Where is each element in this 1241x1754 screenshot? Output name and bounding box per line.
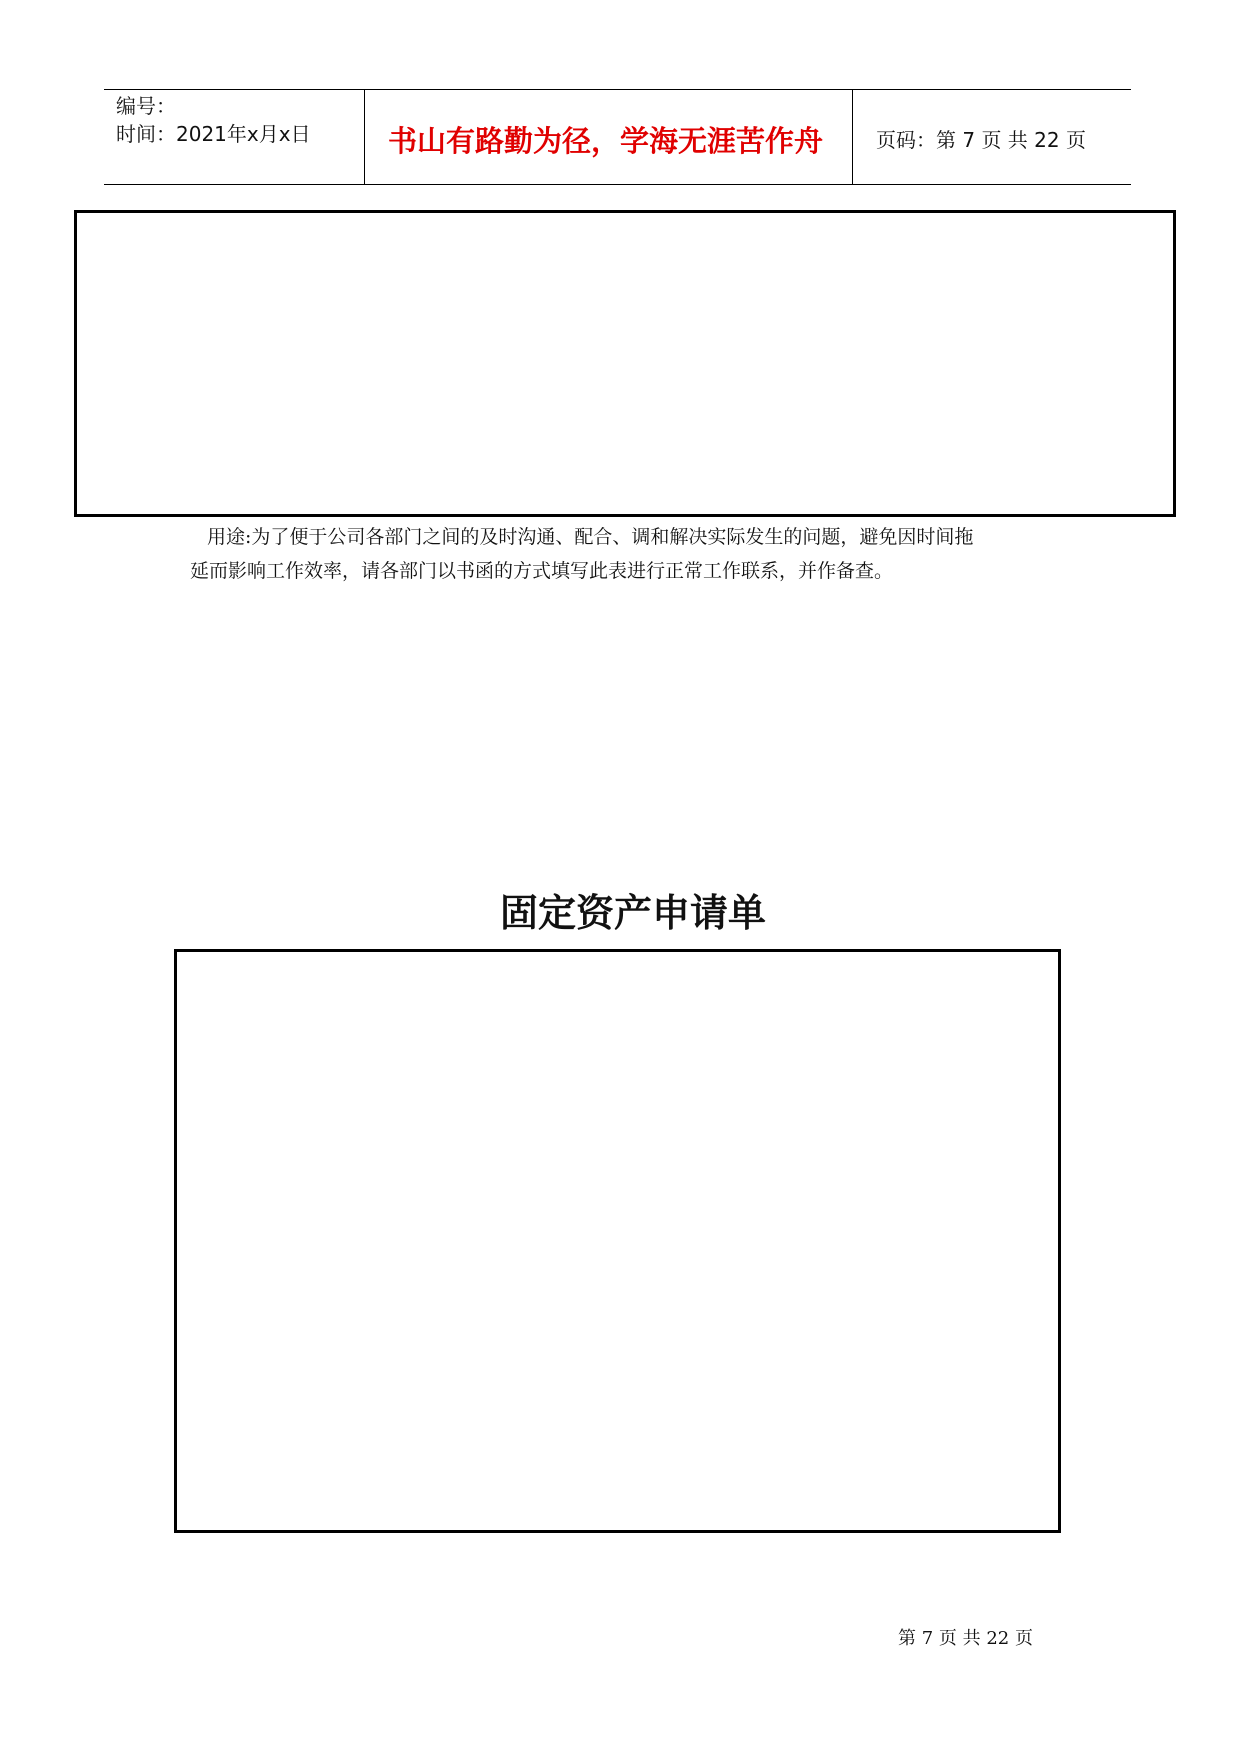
document-header — [104, 89, 1131, 185]
document-time: 时间：2021年x月x日 — [116, 122, 311, 146]
header-motto: 书山有路勤为径，学海无涯苦作舟 — [388, 124, 824, 158]
header-divider-left — [364, 90, 365, 184]
usage-note-line-2: 延而影响工作效率，请各部门以书函的方式填写此表进行正常工作联系，并作备查。 — [190, 560, 894, 582]
asset-form-title: 固定资产申请单 — [500, 890, 767, 935]
asset-form-table — [174, 949, 1061, 1533]
header-page-info: 页码：第 7 页 共 22 页 — [876, 128, 1086, 152]
document-code-label: 编号： — [116, 94, 176, 118]
upper-form-box — [74, 210, 1176, 517]
usage-note-line-1: 用途:为了便于公司各部门之间的及时沟通、配合、调和解决实际发生的问题，避免因时间拖 — [207, 526, 974, 548]
page-footer: 第 7 页 共 22 页 — [898, 1628, 1033, 1649]
header-divider-right — [852, 90, 853, 184]
